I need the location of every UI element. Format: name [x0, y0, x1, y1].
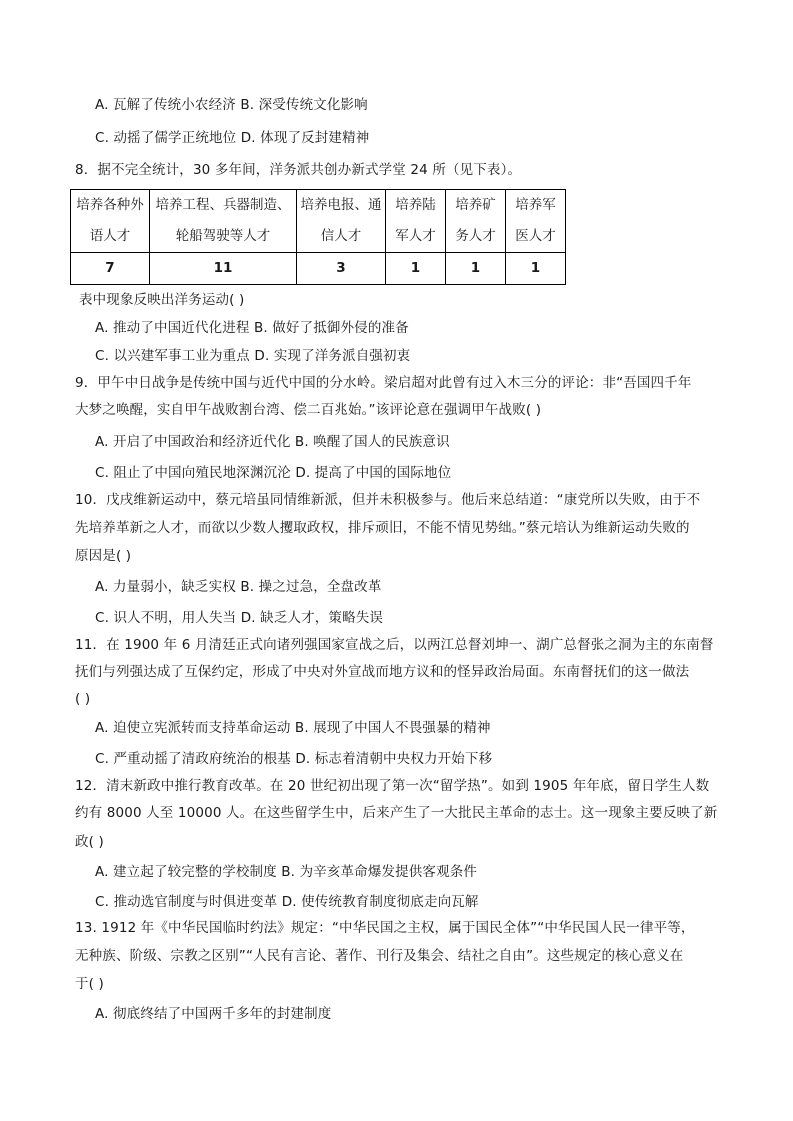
q12-stem-line: 约有 8000 人至 10000 人。在这些留学生中，后来产生了一大批民主革命的志士。这一现象主要反映了新: [75, 805, 718, 821]
q9-stem-line: 大梦之唤醒，实自甲午战败割台湾、偿二百兆始。”该评论意在强调甲午战败( ): [75, 402, 542, 418]
q8-header-cell: 培养各种外 语人才: [71, 190, 150, 253]
q8-value-cell: 1: [386, 253, 446, 285]
q13-stem-line: 于( ): [75, 976, 104, 992]
q12-option-cd: C. 推动选官制度与时俱进变革 D. 使传统教育制度彻底走向瓦解: [95, 894, 479, 910]
q8-header-cell: 培养军 医人才: [506, 190, 566, 253]
q11-stem-line: 11．在 1900 年 6 月清廷正式向诸列强国家宣战之后，以两江总督刘坤一、湖广总督张之洞为主的东南督: [75, 637, 714, 653]
q10-option-ab: A. 力量弱小，缺乏实权 B. 操之过急，全盘改革: [95, 579, 382, 595]
q9-option-ab: A. 开启了中国政治和经济近代化 B. 唤醒了国人的民族意识: [95, 434, 450, 450]
q7-option-cd: C. 动摇了儒学正统地位 D. 体现了反封建精神: [95, 130, 370, 146]
q8-value-cell: 11: [150, 253, 297, 285]
q11-stem-line: ( ): [75, 691, 91, 707]
q11-option-ab: A. 迫使立宪派转而支持革命运动 B. 展现了中国人不畏强暴的精神: [95, 720, 491, 736]
q12-stem-line: 政( ): [75, 834, 104, 850]
q13-stem-line: 13. 1912 年《中华民国临时约法》规定：“中华民国之主权，属于国民全体”“中华民国人民一律平等，: [75, 920, 695, 936]
q8-value-cell: 1: [506, 253, 566, 285]
q8-follow-up: 表中现象反映出洋务运动( ): [79, 292, 245, 308]
q8-table: [70, 189, 566, 285]
q8-header-cell: 培养矿 务人才: [446, 190, 506, 253]
q11-option-cd: C. 严重动摇了清政府统治的根基 D. 标志着清朝中央权力开始下移: [95, 751, 493, 767]
q10-stem-line: 原因是( ): [75, 548, 132, 564]
q10-stem-line: 10．戊戌维新运动中，蔡元培虽同情维新派，但并未积极参与。他后来总结道：“康党所以失败，由于不: [75, 492, 701, 508]
q8-header-cell: 培养电报、通 信人才: [297, 190, 386, 253]
q8-value-cell: 1: [446, 253, 506, 285]
q10-stem-line: 先培养革新之人才，而欲以少数人攫取政权，排斥顽旧，不能不情见势绌。”蔡元培认为维新运动失败的: [75, 520, 690, 536]
q13-stem-line: 无种族、阶级、宗教之区别”“人民有言论、著作、刊行及集会、结社之自由”。这些规定的核心意义在: [75, 948, 684, 964]
q7-option-ab: A. 瓦解了传统小农经济 B. 深受传统文化影响: [95, 97, 368, 113]
q10-option-cd: C. 识人不明，用人失当 D. 缺乏人才，策略失误: [95, 610, 384, 626]
q8-value-cell: 7: [71, 253, 150, 285]
q8-option-ab: A. 推动了中国近代化进程 B. 做好了抵御外侵的准备: [95, 320, 409, 336]
q8-table-header-row: [71, 190, 566, 253]
q9-stem-line: 9．甲午中日战争是传统中国与近代中国的分水岭。梁启超对此曾有过入木三分的评论：非“吾国四千年: [75, 375, 692, 391]
q8-stem: 8．据不完全统计，30 多年间，洋务派共创办新式学堂 24 所（见下表）。: [75, 162, 522, 178]
q9-option-cd: C. 阻止了中国向殖民地深渊沉沦 D. 提高了中国的国际地位: [95, 465, 452, 481]
q8-header-cell: 培养陆 军人才: [386, 190, 446, 253]
q8-option-cd: C. 以兴建军事工业为重点 D. 实现了洋务派自强初衷: [95, 348, 411, 364]
q8-table-value-row: [71, 253, 566, 285]
q12-option-ab: A. 建立起了较完整的学校制度 B. 为辛亥革命爆发提供客观条件: [95, 864, 478, 880]
q8-value-cell: 3: [297, 253, 386, 285]
q12-stem-line: 12．清末新政中推行教育改革。在 20 世纪初出现了第一次“留学热”。如到 1905 年年底，留日学生人数: [75, 778, 710, 794]
q13-option-a: A. 彻底终结了中国两千多年的封建制度: [95, 1006, 332, 1022]
q8-header-cell: 培养工程、兵器制造、 轮船驾驶等人才: [150, 190, 297, 253]
q11-stem-line: 抚们与列强达成了互保约定，形成了中央对外宣战而地方议和的怪异政治局面。东南督抚们的这一做法: [75, 664, 690, 680]
